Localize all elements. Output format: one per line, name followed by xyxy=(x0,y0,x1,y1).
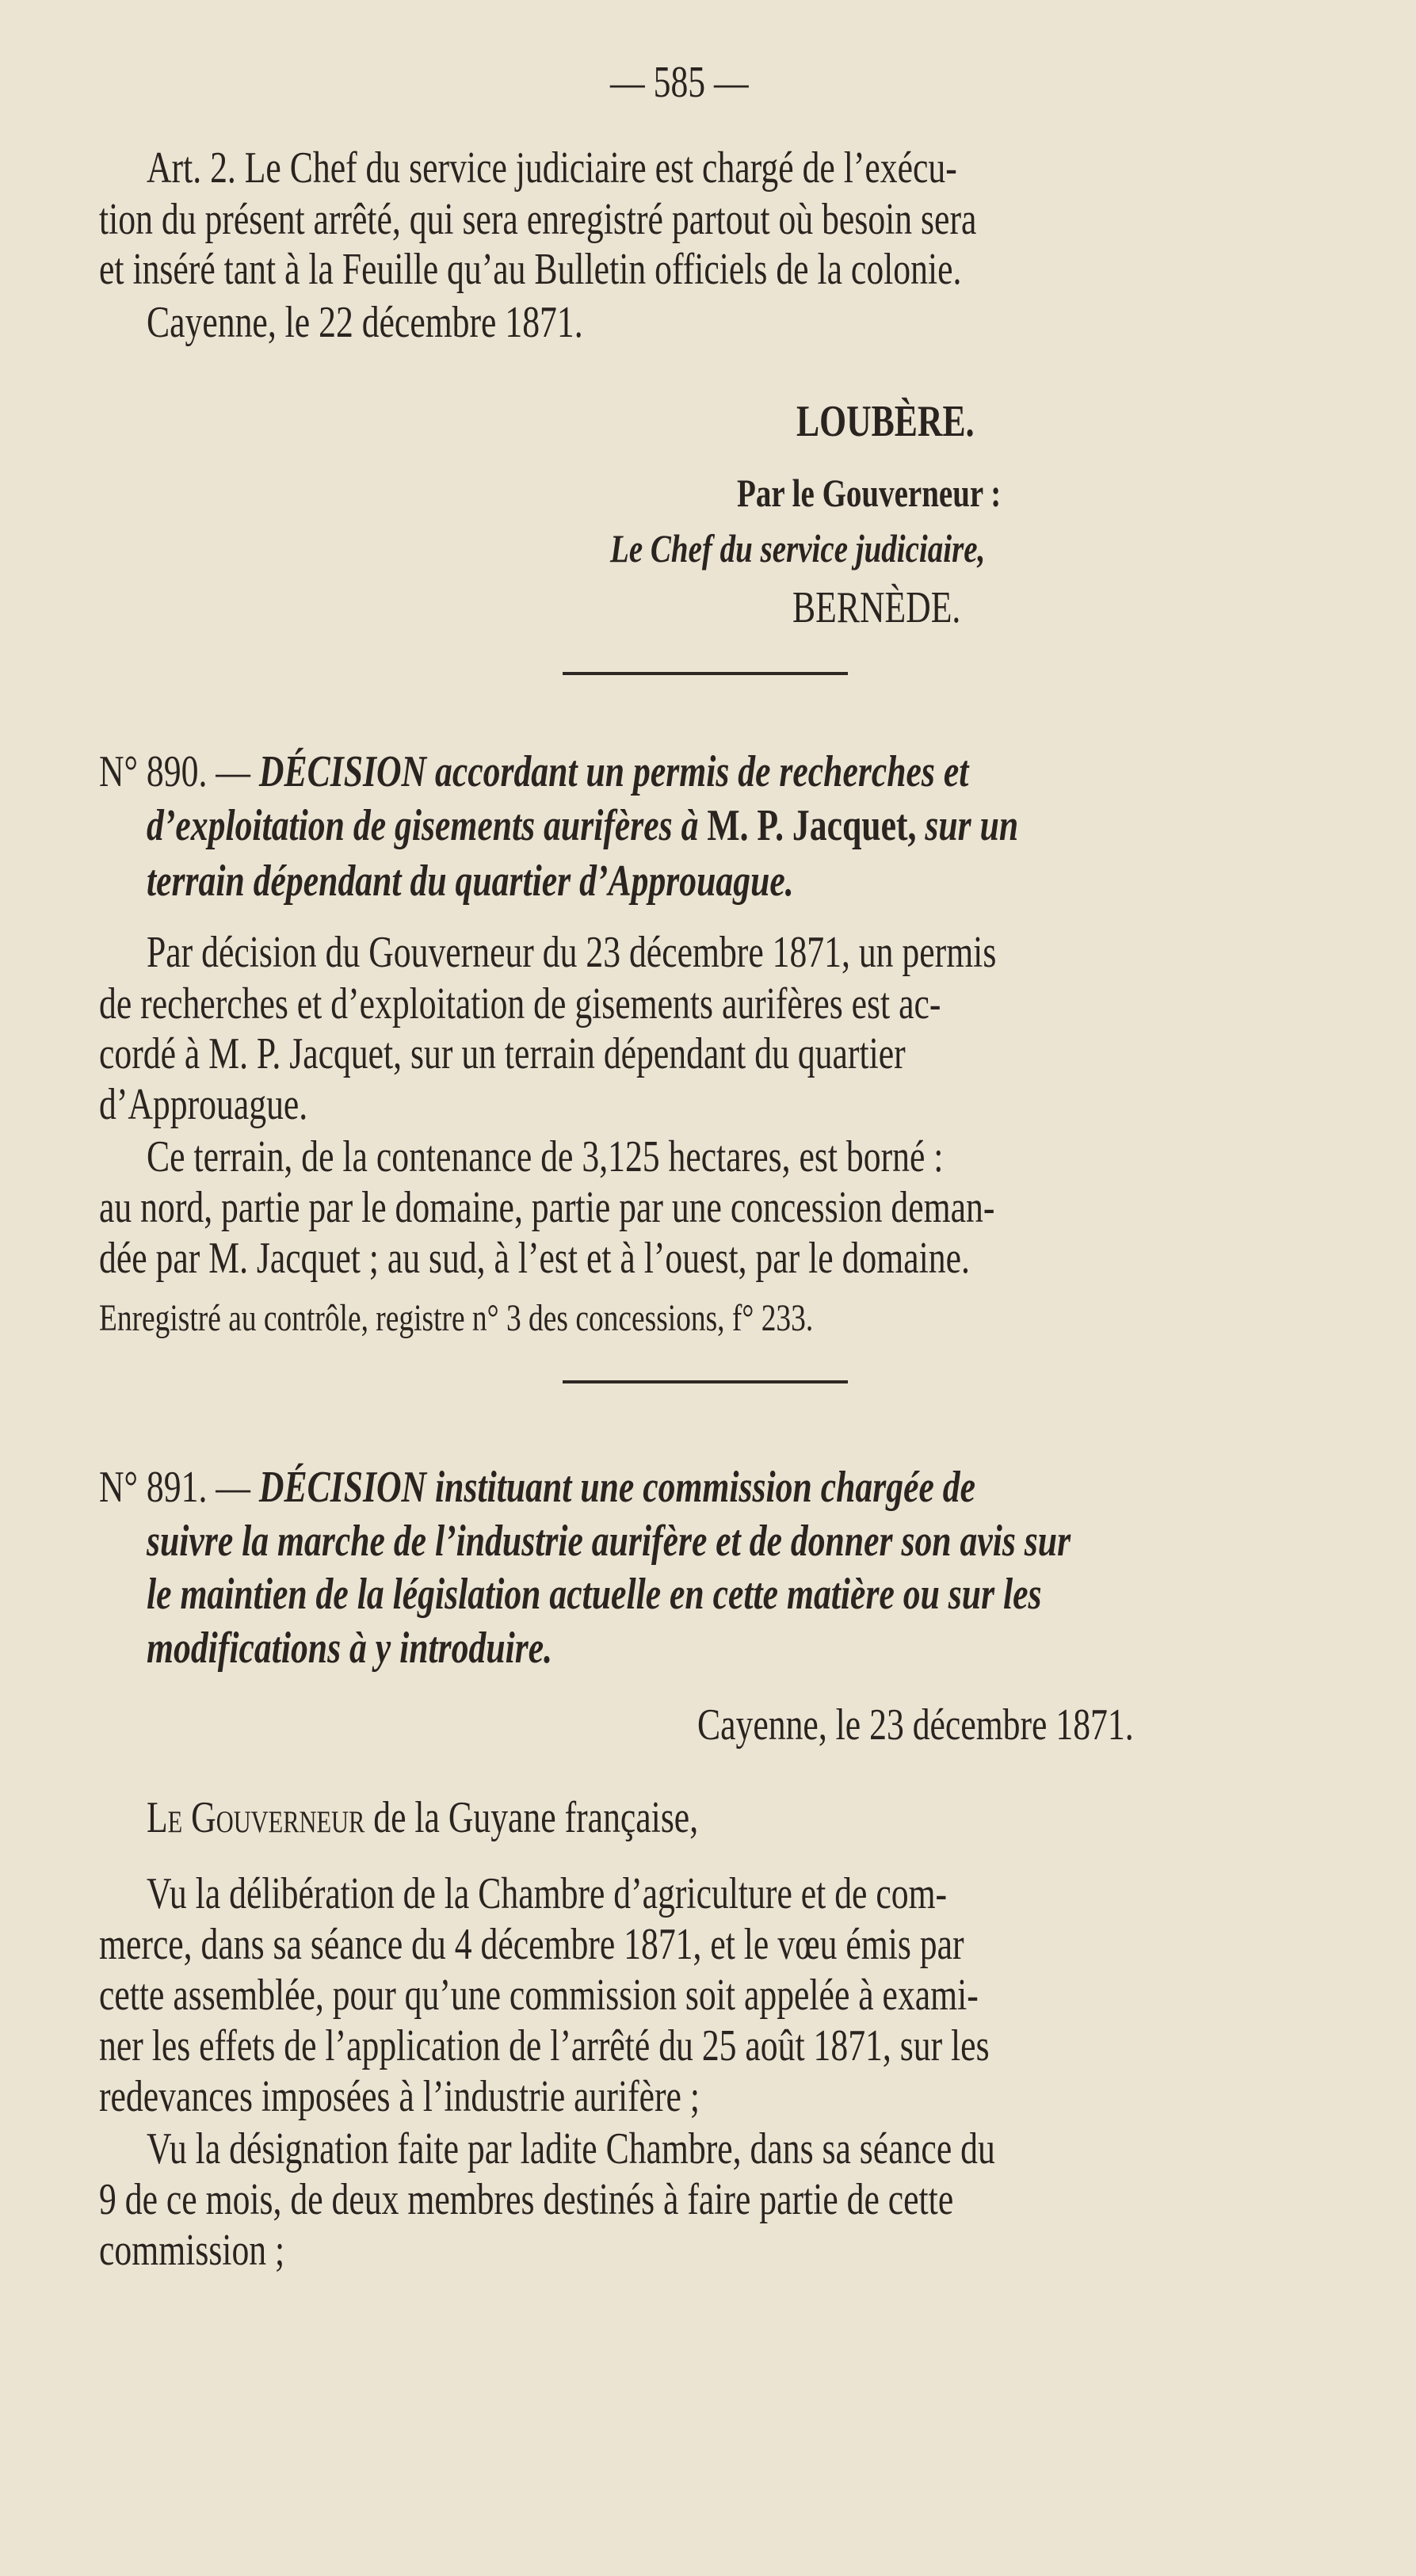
decision-title-text: instituant une commission chargée de xyxy=(435,1463,976,1512)
section-divider xyxy=(563,672,848,675)
art2-line-1: Art. 2. Le Chef du service judiciaire est chargé de l’exécu- xyxy=(147,143,957,193)
decision-891-title-line: suivre la marche de l’industrie aurifère et de donner son avis sur xyxy=(147,1517,1071,1566)
chief-title: Le Chef du service judiciaire, xyxy=(610,526,986,571)
decision-891-title-line: le maintien de la législation actuelle en cette matière ou sur les xyxy=(147,1570,1042,1619)
body-line: redevances imposées à l’industrie aurifère ; xyxy=(99,2072,700,2121)
heading-dash: — xyxy=(216,1463,250,1512)
body-line: dée par M. Jacquet ; au sud, à l’est et à l’ouest, par le domaine. xyxy=(99,1234,970,1283)
art2-line-3: et inséré tant à la Feuille qu’au Bulletin officiels de la colonie. xyxy=(99,245,962,294)
signer-name: LOUBÈRE. xyxy=(796,397,975,446)
body-line: Ce terrain, de la contenance de 3,125 hectares, est borné : xyxy=(147,1132,944,1181)
by-governor: Par le Gouverneur : xyxy=(737,471,1002,515)
body-line: de recherches et d’exploitation de gisements aurifères est ac- xyxy=(99,979,941,1028)
decision-number: N° 891. xyxy=(99,1463,208,1512)
arrete-date: Cayenne, le 22 décembre 1871. xyxy=(147,298,583,347)
body-line: cette assemblée, pour qu’une commission soit appelée à exami- xyxy=(99,1971,979,2020)
decision-891-heading xyxy=(99,1462,975,1513)
chief-name: BERNÈDE. xyxy=(792,583,961,632)
page-number: — 585 — xyxy=(610,58,749,107)
body-line: merce, dans sa séance du 4 décembre 1871, et le vœu émis par xyxy=(99,1920,964,1969)
registration-note: Enregistré au contrôle, registre n° 3 des concessions, f° 233. xyxy=(99,1297,814,1339)
section-divider xyxy=(563,1380,848,1383)
decision-title-text: accordant un permis de recherches et xyxy=(435,747,969,796)
governor-lead: Le Gouverneur xyxy=(147,1793,365,1842)
body-line: Par décision du Gouverneur du 23 décembre 1871, un permis xyxy=(147,928,997,977)
decision-891-date: Cayenne, le 23 décembre 1871. xyxy=(697,1700,1134,1750)
body-line: cordé à M. P. Jacquet, sur un terrain dépendant du quartier xyxy=(99,1029,906,1078)
decision-890-title-line-3: terrain dépendant du quartier d’Approuague. xyxy=(147,857,794,906)
decision-keyword: DÉCISION xyxy=(258,1463,427,1512)
body-line: commission ; xyxy=(99,2226,285,2275)
art2-line-2: tion du présent arrêté, qui sera enregistré partout où besoin sera xyxy=(99,195,977,244)
body-line: Vu la désignation faite par ladite Chambre, dans sa séance du xyxy=(147,2124,995,2173)
decision-890-heading xyxy=(99,746,968,797)
governor-line xyxy=(147,1792,698,1843)
decision-keyword: DÉCISION xyxy=(258,747,427,796)
decision-890-title-line-2: d’exploitation de gisements aurifères à M. P. Jacquet, sur un xyxy=(147,801,1019,850)
heading-dash: — xyxy=(216,747,250,796)
body-line: d’Approuague. xyxy=(99,1080,308,1129)
body-line: ner les effets de l’application de l’arrêté du 25 août 1871, sur les xyxy=(99,2021,990,2070)
body-line: 9 de ce mois, de deux membres destinés à faire partie de cette xyxy=(99,2175,954,2224)
decision-number: N° 890. xyxy=(99,747,208,796)
governor-rest: de la Guyane française, xyxy=(364,1793,699,1842)
decision-891-title-line: modifications à y introduire. xyxy=(147,1624,553,1673)
body-line: Vu la délibération de la Chambre d’agriculture et de com- xyxy=(147,1869,948,1918)
body-line: au nord, partie par le domaine, partie par une concession deman- xyxy=(99,1183,995,1232)
